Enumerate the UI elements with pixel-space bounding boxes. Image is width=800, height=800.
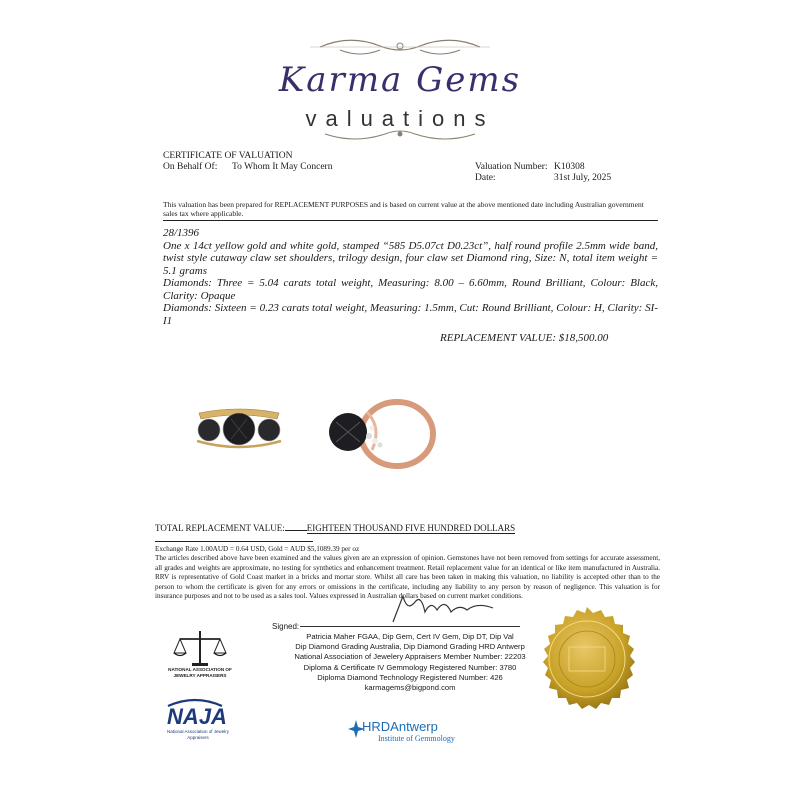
total-value-words: EIGHTEEN THOUSAND FIVE HUNDRED DOLLARS: [306, 523, 516, 533]
behalf-value: To Whom It May Concern: [232, 162, 333, 172]
signature-line: [300, 626, 520, 627]
naja-logo-subtitle: National Association of Jewelry Appraisers: [166, 729, 230, 740]
total-label: TOTAL REPLACEMENT VALUE:: [155, 523, 285, 533]
divider: [163, 220, 658, 221]
hrd-logo-subtitle: Institute of Gemmology: [378, 734, 455, 743]
replacement-value: REPLACEMENT VALUE: $18,500.00: [440, 332, 609, 344]
total-replacement-value: [155, 523, 655, 544]
disclaimer: The articles described above have been examined and the values given are an expression of opinion. Gemstones have not been removed from settings for accurate assessment, all grades and weights are approximate, no testing for synthetics and enhancement treatment. Retail replacement value for an identical or like item manufactured in Australia. RRV is representative of Gold Coast market in a bricks and mortar store. Whilst all care has been taken in making this valuation, no liability is accepted other than to the person to whom the certificate is given for any errors or omissions in the certificate, including any liability to any person by reason of negligence. This valuation is for insurance purposes and not to be used as a sales tool. Values expressed in Australian dollars based on current market conditions.: [155, 554, 660, 601]
item-description: [163, 227, 658, 327]
contact-email: karmagems@bigpond.com: [364, 683, 456, 693]
appraiser-credentials: [275, 632, 545, 693]
signature-image: [385, 592, 505, 628]
date-label: Date:: [475, 173, 496, 183]
valuation-number: K10308: [554, 162, 585, 172]
gold-seal-icon: [532, 605, 642, 715]
ornament-bottom-icon: [250, 124, 550, 146]
reference-number: 28/1396: [163, 227, 200, 239]
exchange-rate: Exchange Rate 1.00AUD = 0.64 USD, Gold = AUD $5,1089.39 per oz: [155, 545, 360, 553]
ornament-flourish-icon: [250, 32, 550, 62]
diamonds-main: Diamonds: Three = 5.04 carats total weight, Measuring: 8.00 – 6.60mm, Round Brilliant, Colour: Black, Clarity: Opaque: [163, 277, 658, 302]
item-details: One x 14ct yellow gold and white gold, stamped “585 D5.07ct D0.23ct”, half round profile 2.5mm wide band, twist style cutaway claw set shoulders, trilogy design, four claw set Diamond ring, Size: N, total item weight = 5.1 grams: [163, 239, 658, 277]
valuation-date: 31st July, 2025: [554, 173, 612, 183]
credential-line: Dip Diamond Grading Australia, Dip Diamond Grading HRD Antwerp: [295, 642, 525, 652]
company-logo: [250, 32, 550, 132]
hrd-logo-text: HRDAntwerp: [362, 719, 438, 734]
certificate-title: CERTIFICATE OF VALUATION: [163, 151, 293, 161]
naja-logo-text: NAJA: [167, 704, 227, 729]
diamonds-accent: Diamonds: Sixteen = 0.23 carats total weight, Measuring: 1.5mm, Cut: Round Brilliant, Colour: H, Clarity: SI-I1: [163, 302, 658, 327]
credential-line: Diploma & Certificate IV Gemmology Registered Number: 3780: [303, 662, 517, 672]
ring-front-image: [193, 395, 285, 457]
logo-script-text: Karma Gems: [278, 60, 522, 100]
valuation-number-label: Valuation Number:: [475, 162, 548, 172]
purpose-statement: This valuation has been prepared for REPLACEMENT PURPOSES and is based on current value at the above mentioned date including Australian government sales tax where applicable.: [163, 200, 644, 218]
behalf-label: On Behalf Of:: [163, 162, 218, 172]
signed-label: Signed:: [272, 622, 300, 631]
naja-association-text: NATIONAL ASSOCIATION OF JEWELRY APPRAISERS: [168, 667, 232, 678]
logo-subtitle: valuations: [305, 106, 495, 131]
credential-line: National Association of Jewelery Appraisers Member Number: 22203: [294, 652, 526, 662]
credential-line: Diploma Diamond Technology Registered Number: 426: [317, 672, 503, 682]
ring-side-image: [322, 392, 442, 470]
credential-line: Patricia Maher FGAA, Dip Gem, Cert IV Gem, Dip DT, Dip Val: [306, 632, 514, 641]
